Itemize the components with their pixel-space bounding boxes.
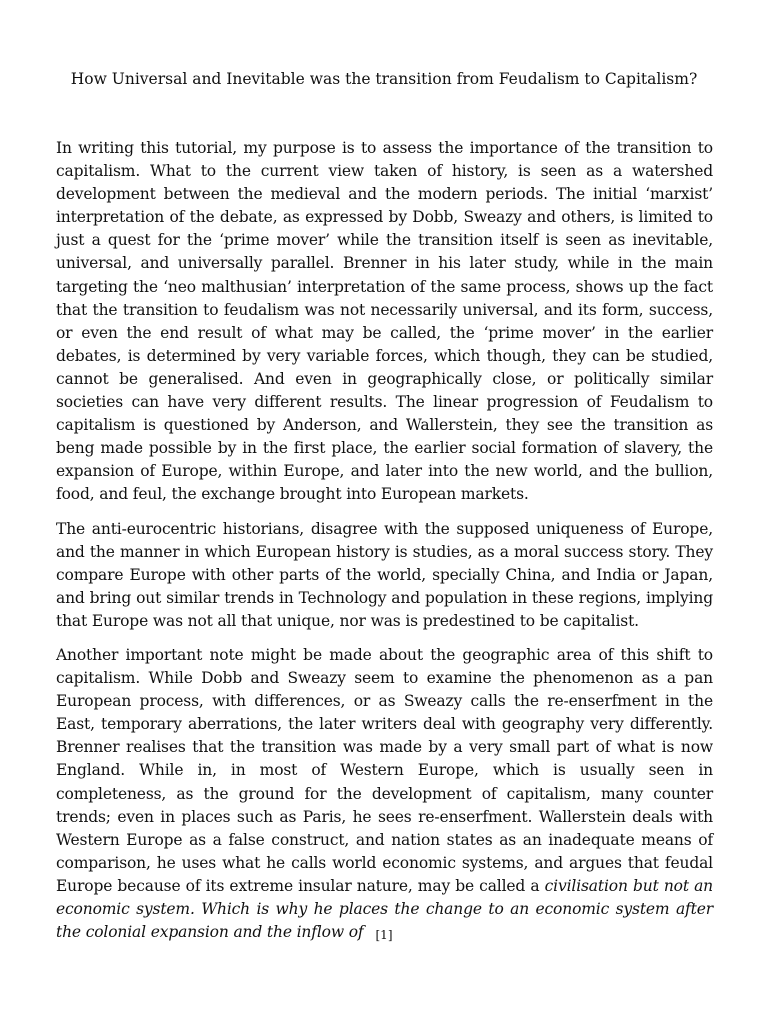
paragraph-2: The anti-eurocentric historians, disagree with the supposed uniqueness of Europe, and the manner in which European history is studies, as a moral success story. They compare Europe with other parts of the world, specially China, and India or Japan, and bring out similar trends in Technology and population in these regions, implying that Europe was not all that unique, nor was is predestined to be capitalist. — [56, 519, 713, 630]
paragraph-3 — [56, 644, 713, 944]
page-number: [1] — [375, 928, 393, 942]
paragraph-3-italic-text: civilisation but not an economic system. Which is why he places the change to an economic system after the colonial expansion and the inflow of — [56, 876, 713, 942]
paragraph-1: In writing this tutorial, my purpose is to assess the importance of the transition to capitalism. What to the current view taken of history, is seen as a watershed development between the medieval and the modern periods. The initial ‘marxist’ interpretation of the debate, as expressed by Dobb, Sweazy and others, is limited to just a quest for the ‘prime mover’ while the transition itself is seen as inevitable, universal, and universally parallel. Brenner in his later study, while in the main targeting the ‘neo malthusian’ interpretation of the same process, shows up the fact that the transition to feudalism was not necessarily universal, and its form, success, or even the end result of what may be called, the ‘prime mover’ in the earlier debates, is determined by very variable forces, which though, they can be studied, cannot be generalised. And even in geographically close, or politically similar societies can have very different results. The linear progression of Feudalism to capitalism is questioned by Anderson, and Wallerstein, they see the transition as beng made possible by in the first place, the earlier social formation of slavery, the expansion of Europe, within Europe, and later into the new world, and the bullion, food, and feul, the exchange brought into European markets. — [56, 139, 713, 504]
page-title: How Universal and Inevitable was the transition from Feudalism to Capitalism? — [70, 70, 698, 88]
paragraph-3-text: Another important note might be made about the geographic area of this shift to capitalism. While Dobb and Sweazy seem to examine the phenomenon as a pan European process, with differences, or as Sweazy calls the re-enserfment in the East, temporary aberrations, the later writers deal with geography very differently. Brenner realises that the transition was made by a very small part of what is now England. While in, in most of Western Europe, which is usually seen in completeness, as the ground for the development of capitalism, many counter trends; even in places such as Paris, he sees re-enserfment. Wallerstein deals with Western Europe as a false construct, and nation states as an inadequate means of comparison, he uses what he calls world economic systems, and argues that feudal Europe because of its extreme insular nature, may be called a — [56, 645, 713, 895]
document-body — [56, 137, 713, 955]
